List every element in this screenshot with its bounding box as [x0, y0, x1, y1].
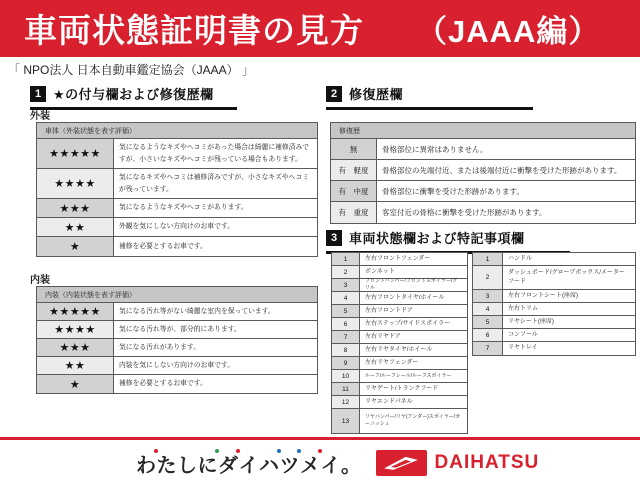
- table-row: [473, 342, 635, 355]
- table-row: [332, 396, 467, 409]
- part-number-cell: 2: [473, 266, 503, 289]
- section3-header: [326, 228, 570, 254]
- repair-history-table: [330, 122, 636, 224]
- part-number-cell: 12: [332, 396, 360, 408]
- stars-cell: ★★: [37, 357, 114, 374]
- section2-title: 修復歴欄: [349, 87, 404, 102]
- table-row: [473, 316, 635, 329]
- slogan-char: イ: [238, 454, 259, 477]
- slogan-char: 。: [341, 454, 362, 477]
- table-row: [473, 253, 635, 266]
- desc-cell: 気になるようなキズやヘコミがあります。: [114, 199, 252, 217]
- part-number-cell: 4: [473, 303, 503, 315]
- table-row: [37, 169, 317, 199]
- table-row: [332, 409, 467, 433]
- part-name-cell: ボンネット: [360, 266, 400, 278]
- slogan-char: ハ: [259, 449, 280, 478]
- part-name-cell: リヤエンドパネル: [360, 396, 418, 408]
- part-number-cell: 13: [332, 409, 360, 433]
- grade-cell: 有 重度: [331, 202, 377, 223]
- part-name-cell: リヤトレイ: [503, 342, 543, 355]
- part-number-cell: 10: [332, 370, 360, 382]
- table-row: [37, 139, 317, 169]
- part-number-cell: 6: [332, 318, 360, 330]
- slogan-char: ツ: [280, 449, 301, 478]
- table-row: [332, 357, 467, 370]
- part-number-cell: 5: [332, 305, 360, 317]
- table-row: [332, 279, 467, 292]
- table-row: [332, 318, 467, 331]
- section1-number-badge: 1: [30, 86, 46, 102]
- table-row: [331, 139, 635, 160]
- part-name-cell: 左右フロントシート(座席): [503, 290, 583, 302]
- part-number-cell: 4: [332, 292, 360, 304]
- part-number-cell: 8: [332, 344, 360, 356]
- exterior-rating-table: [36, 122, 318, 257]
- part-number-cell: 2: [332, 266, 360, 278]
- part-name-cell: リヤゲート/トランクフード: [360, 383, 443, 395]
- table-row: [37, 237, 317, 256]
- part-number-cell: 7: [473, 342, 503, 355]
- section2-header: [326, 84, 533, 110]
- interior-label: 内装: [30, 275, 50, 286]
- part-name-cell: ルーフ/ルーフレール/ルーフスポイラー: [360, 370, 457, 382]
- table-row: [37, 199, 317, 218]
- part-number-cell: 1: [332, 253, 360, 265]
- grade-cell: 無: [331, 139, 377, 159]
- stars-cell: ★★★★★: [37, 139, 114, 168]
- table-row: [332, 305, 467, 318]
- table-row: [473, 303, 635, 316]
- page-title: 車両状態証明書の見方: [24, 12, 364, 49]
- table-row: [332, 331, 467, 344]
- part-name-cell: リヤシート(座席): [503, 316, 559, 328]
- table-row: [331, 202, 635, 223]
- exterior-label: 外装: [30, 111, 50, 122]
- section3-number-badge: 3: [326, 230, 342, 246]
- daihatsu-brand-logo: [376, 450, 540, 476]
- daihatsu-wordmark: DAIHATSU: [434, 452, 540, 473]
- table-row: [37, 218, 317, 237]
- part-name-cell: 左右リヤフェンダー: [360, 357, 423, 369]
- desc-cell: 客室付近の骨格に衝撃を受けた形跡があります。: [377, 202, 551, 223]
- slogan-char: に: [198, 449, 219, 478]
- table-row: [37, 321, 317, 339]
- footer: [0, 448, 640, 478]
- part-name-cell: フロントバンパー/フロントスポイラー/グリル: [360, 279, 467, 291]
- daihatsu-slogan-logo: [136, 449, 362, 478]
- part-name-cell: 左右トリム: [503, 303, 543, 315]
- table-row: [37, 339, 317, 357]
- slogan-char: ダ: [218, 449, 239, 478]
- stars-cell: ★: [37, 237, 114, 256]
- desc-cell: 補修を必要とするお車です。: [114, 375, 212, 393]
- interior-table-header: 内装（内装状態を表す評価）: [37, 287, 317, 303]
- exterior-table-header: 車体（外装状態を表す評価）: [37, 123, 317, 139]
- table-row: [331, 160, 635, 181]
- desc-cell: 気になる汚れ等がない綺麗な室内を保っています。: [114, 303, 280, 320]
- table-row: [332, 253, 467, 266]
- stars-cell: ★★★★★: [37, 303, 114, 320]
- table-row: [331, 181, 635, 202]
- table-row: [332, 383, 467, 396]
- part-number-cell: 1: [473, 253, 503, 265]
- desc-cell: 骨格部位に衝撃を受けた形跡があります。: [377, 181, 529, 201]
- part-name-cell: 左右リヤタイヤ/ホイール: [360, 344, 437, 356]
- part-number-cell: 6: [473, 329, 503, 341]
- table-row: [37, 303, 317, 321]
- table-row: [37, 357, 317, 375]
- stars-cell: ★★★★: [37, 321, 114, 338]
- section2-number-badge: 2: [326, 86, 342, 102]
- desc-cell: 気になるキズやヘコミは補修済みですが、小さなキズやヘコミが残っています。: [114, 169, 317, 198]
- part-number-cell: 3: [332, 279, 360, 291]
- table-row: [473, 290, 635, 303]
- title-banner: [0, 0, 640, 57]
- repair-table-header: 修復歴: [331, 123, 635, 139]
- slogan-char: わ: [136, 449, 157, 478]
- part-number-cell: 7: [332, 331, 360, 343]
- desc-cell: 気になる汚れがあります。: [114, 339, 205, 356]
- part-name-cell: 左右フロントタイヤ/ホイール: [360, 292, 449, 304]
- part-name-cell: 左右リヤドア: [360, 331, 406, 343]
- stars-cell: ★: [37, 375, 114, 393]
- daihatsu-arrow-icon: [381, 453, 421, 473]
- part-name-cell: コンソール: [503, 329, 543, 341]
- table-row: [473, 329, 635, 342]
- daihatsu-mark-icon: [376, 450, 427, 476]
- desc-cell: 内装を気にしない方向けのお車です。: [114, 357, 239, 374]
- desc-cell: 気になる汚れ等が、部分的にあります。: [114, 321, 246, 338]
- part-name-cell: 左右フロントドア: [360, 305, 418, 317]
- table-row: [332, 344, 467, 357]
- stars-cell: ★★: [37, 218, 114, 236]
- footer-divider-line: [0, 437, 640, 440]
- table-row: [332, 370, 467, 383]
- table-row: [37, 375, 317, 393]
- part-name-cell: リヤバンパー/リヤ(アンダー)スポイラー/ガーニッシュ: [360, 409, 467, 433]
- slogan-char: た: [156, 454, 177, 477]
- section3-title: 車両状態欄および特記事項欄: [349, 231, 525, 246]
- organization-subtitle: 「 NPO法人 日本自動車鑑定協会（JAAA） 」: [8, 63, 255, 77]
- part-number-cell: 11: [332, 383, 360, 395]
- part-number-cell: 5: [473, 316, 503, 328]
- section1-title: ★の付与欄および修復歴欄: [53, 87, 214, 102]
- part-name-cell: ダッシュボード/グローブボックス/メーターフード: [503, 266, 635, 289]
- slogan-char: イ: [320, 454, 341, 477]
- desc-cell: 気になるようなキズやヘコミがあった場合は綺麗に補修済みですが、小さいなキズやヘコミが残っている場合もあります。: [114, 139, 317, 168]
- part-number-cell: 9: [332, 357, 360, 369]
- exterior-parts-table: [331, 252, 468, 434]
- table-row: [332, 292, 467, 305]
- desc-cell: 骨格部位に異常はありません。: [377, 139, 492, 159]
- slogan-char: し: [177, 454, 198, 477]
- part-number-cell: 3: [473, 290, 503, 302]
- desc-cell: 外観を気にしない方向けのお車です。: [114, 218, 239, 236]
- slogan-char: メ: [300, 449, 321, 478]
- table-row: [473, 266, 635, 290]
- section1-header: [30, 84, 237, 110]
- stars-cell: ★★★: [37, 339, 114, 356]
- interior-parts-table: [472, 252, 636, 356]
- stars-cell: ★★★★: [37, 169, 114, 198]
- stars-cell: ★★★: [37, 199, 114, 217]
- interior-rating-table: [36, 286, 318, 394]
- desc-cell: 補修を必要とするお車です。: [114, 237, 212, 256]
- part-name-cell: ハンドル: [503, 253, 537, 265]
- part-name-cell: 左右ステップ/サイドスポイラー: [360, 318, 455, 330]
- grade-cell: 有 軽度: [331, 160, 377, 180]
- part-name-cell: 左右フロントフェンダー: [360, 253, 435, 265]
- grade-cell: 有 中度: [331, 181, 377, 201]
- desc-cell: 骨格部位の先端付近、または後端付近に衝撃を受けた形跡があります。: [377, 160, 626, 180]
- page-title-edition: （JAAA編）: [416, 14, 601, 49]
